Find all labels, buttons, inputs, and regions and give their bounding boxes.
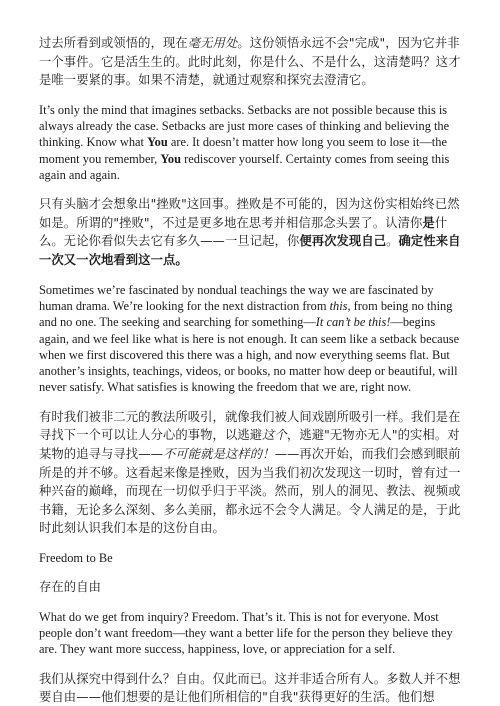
text-run: Sometimes we’re fascinated by nondual teachings the way we are fascinated by human drama. We’re looking for the next distraction from <box>39 282 434 313</box>
bold-text: You <box>147 135 168 150</box>
paragraph-zh <box>39 670 461 706</box>
paragraph-en <box>39 282 461 396</box>
text-run: 。这份领悟永远不会"完成"，因为它并非一个事件。它是活生生的。此时此刻，你是什么、不是什么，这清楚吗？这才是唯一要紧的事。如果不清楚，就通过观察和探究去澄清它。 <box>39 36 461 88</box>
text-run: 什么。无论你看似失去它有多久——一旦记起，你 <box>39 215 448 249</box>
text-run: What do we get from inquiry? Freedom. That’s it. This is not for everyone. Most people don’t want freedom—they want a better life for the person they believe they are. They want more success, happiness, love, or appreciation for a self. <box>39 609 453 657</box>
paragraph-zh <box>39 34 461 90</box>
text-run: ——再次开始，而我们会感到眼前所是的并不够。这看起来像是挫败，因为当我们初次发现这一切时，曾有过一种兴奋的巅峰，而现在一切似乎归于平淡。然而，别人的洞见、教法、视频或书籍，无论多么深刻、多么美丽，都永远不会令人满足。令人满足的是，于此时此刻认识我们本是的这份自由。 <box>39 446 461 536</box>
text-run: —begins again, and we feel like what is here is not enough. It can seem like a setback because when we first discovered this there was a high, and now everything seems flat. But another’s insights, teachings, videos, or books, no matter how deep or beautiful, will never satisfy. What satisfies is knowing the freedom that we are, right now. <box>39 315 460 395</box>
bold-text: 确定性来自一次又一次地看到这一点。 <box>39 234 461 268</box>
section-heading-en <box>39 550 461 566</box>
text-run: 我们从探究中得到什么？自由。仅此而已。这并非适合所有人。多数人并不想要自由——他们想要的是让他们所相信的"自我"获得更好的生活。他们想 <box>39 671 461 705</box>
text-run: 只有头脑才会想象出"挫败"这回事。挫败是不可能的，因为这份实相始终已然如是。所谓的"挫败"，不过是更多地在思考并相信那念头罢了。认清你 <box>39 197 460 230</box>
text-run: , from being no thing and no one. The seeking and searching for something— <box>39 298 453 330</box>
text-run: It’s only the mind that imagines setbacks. Setbacks are not possible because this is always already the case. Setbacks are just more cases of thinking and believing the thinking. Know what <box>39 102 450 150</box>
paragraph-zh <box>39 408 461 538</box>
text-run: are. It doesn’t matter how long you seem to lose it—the moment you remember, <box>39 135 447 166</box>
italic-text: It can’t be this! <box>315 315 391 330</box>
text-run: 。 <box>386 234 399 249</box>
text-run: 存在的自由 <box>39 580 101 595</box>
paragraph-zh <box>39 195 461 269</box>
italic-text: 这个 <box>262 428 287 443</box>
bold-text: 是 <box>422 215 435 230</box>
italic-text: 不可能就是这样的！ <box>162 446 275 461</box>
paragraph-en <box>39 609 461 658</box>
section-heading-zh <box>39 578 461 597</box>
text-run: 过去所看到或领悟的，现在 <box>39 36 188 50</box>
text-run: 有时我们被非二元的教法所吸引，就像我们被人间戏剧所吸引一样。我们是在寻找下一个可以让人分心的事物，以逃避 <box>39 409 461 443</box>
text-run: ，逃避"无物亦无人"的实相。对某物的追寻与寻找—— <box>39 428 460 461</box>
text-run: rediscover yourself. Certainty comes from seeing this again and again. <box>39 151 450 182</box>
italic-text: this <box>329 298 348 313</box>
text-run: Freedom to Be <box>39 550 113 565</box>
italic-text: 毫无用处 <box>187 36 238 50</box>
bold-text: 便再次发现自己 <box>299 234 387 249</box>
bold-text: You <box>160 151 181 166</box>
paragraph-en <box>39 102 461 183</box>
